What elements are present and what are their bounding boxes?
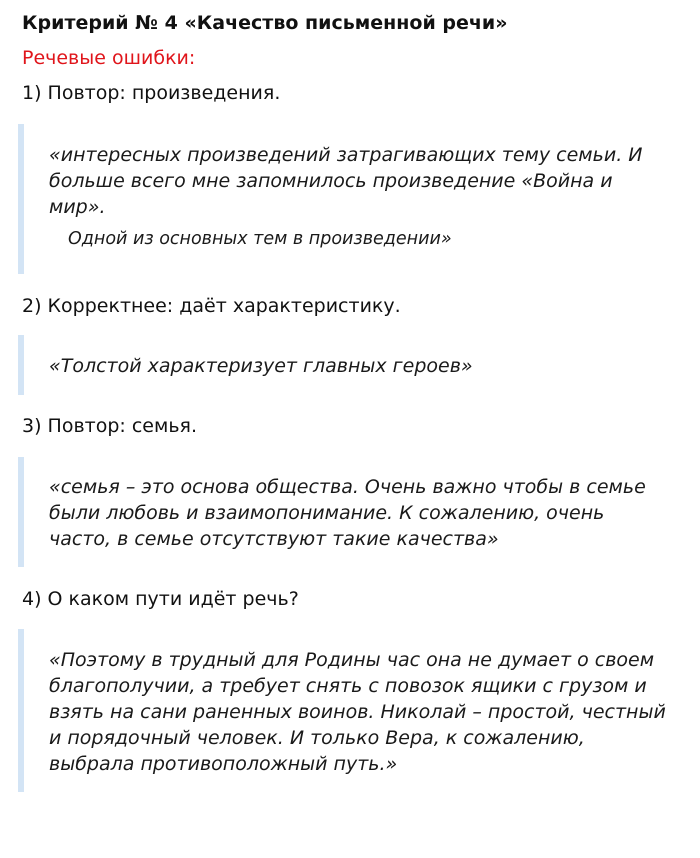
error-item-2-label: 2) Корректнее: даёт характеристику. (22, 295, 401, 317)
quote-text-1: «интересных произведений затрагивающих тему семьи. И больше всего мне запомнилось произведение «Война и мир». (49, 144, 643, 218)
criterion-title: Критерий № 4 «Качество письменной речи» (22, 12, 508, 34)
quote-text-2: «Толстой характеризует главных героев» (49, 355, 473, 377)
quote-block-4 (18, 629, 668, 792)
error-item-3-label: 3) Повтор: семья. (22, 415, 197, 437)
quote-block-1 (18, 124, 668, 274)
quote-block-3 (18, 457, 668, 567)
quote-block-2 (18, 335, 668, 395)
quote-text-1-extra: Одной из основных тем в произведении» (68, 229, 452, 249)
error-item-1-label: 1) Повтор: произведения. (22, 82, 281, 104)
quote-text-4: «Поэтому в трудный для Родины час она не думает о своем благополучии, а требует снять с повозок ящики с грузом и взять на сани раненных воинов. Николай – простой, честный и порядочный человек. И только Вера, к сожалению, выбрала противоположный путь.» (49, 649, 666, 775)
error-item-4-label: 4) О каком пути идёт речь? (22, 588, 299, 610)
speech-errors-subtitle: Речевые ошибки: (22, 47, 196, 69)
quote-text-3: «семья – это основа общества. Очень важно чтобы в семье были любовь и взаимопонимание. К сожалению, очень часто, в семье отсутствуют такие качества» (49, 476, 646, 550)
